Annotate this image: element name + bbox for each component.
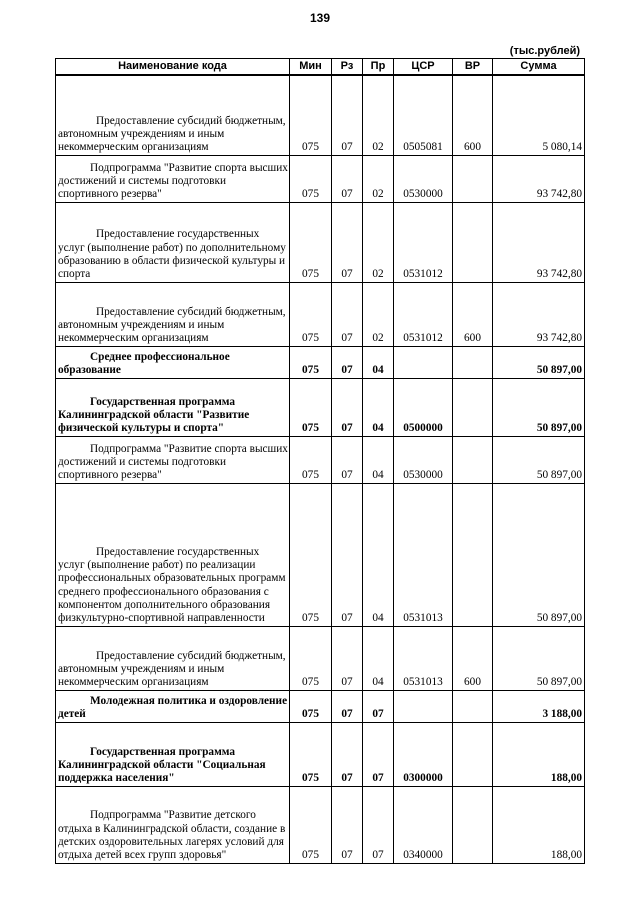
row-min: 075 <box>290 483 332 626</box>
row-rz: 07 <box>332 155 363 202</box>
row-name: Среднее профессиональное образование <box>56 346 290 378</box>
row-vr <box>453 202 493 282</box>
row-pr: 04 <box>363 346 394 378</box>
header-pr: Пр <box>363 59 394 76</box>
header-rz: Рз <box>332 59 363 76</box>
table-row <box>56 722 585 786</box>
row-sum: 188,00 <box>493 786 585 863</box>
row-vr: 600 <box>453 282 493 346</box>
row-min: 075 <box>290 378 332 436</box>
row-sum: 93 742,80 <box>493 282 585 346</box>
row-vr <box>453 346 493 378</box>
row-sum: 3 188,00 <box>493 690 585 722</box>
row-pr: 02 <box>363 155 394 202</box>
table-row <box>56 75 585 155</box>
table-row <box>56 282 585 346</box>
row-rz: 07 <box>332 346 363 378</box>
row-min: 075 <box>290 786 332 863</box>
row-pr: 04 <box>363 626 394 690</box>
row-name: Молодежная политика и оздоровление детей <box>56 690 290 722</box>
row-sum: 50 897,00 <box>493 346 585 378</box>
row-name: Государственная программа Калининградской области "Развитие физической культуры и спорта" <box>56 378 290 436</box>
row-sum: 50 897,00 <box>493 378 585 436</box>
row-sum: 93 742,80 <box>493 155 585 202</box>
row-name: Предоставление субсидий бюджетным, автономным учреждениям и иным некоммерческим организациям <box>56 75 290 155</box>
row-sum: 50 897,00 <box>493 626 585 690</box>
row-sum: 93 742,80 <box>493 202 585 282</box>
row-csr <box>394 690 453 722</box>
row-min: 075 <box>290 75 332 155</box>
row-csr: 0505081 <box>394 75 453 155</box>
row-pr: 07 <box>363 786 394 863</box>
row-rz: 07 <box>332 378 363 436</box>
row-pr: 07 <box>363 722 394 786</box>
table-row <box>56 378 585 436</box>
row-name: Предоставление государственных услуг (выполнение работ) по дополнительному образованию в области физической культуры и спорта <box>56 202 290 282</box>
row-vr <box>453 483 493 626</box>
row-rz: 07 <box>332 282 363 346</box>
row-pr: 02 <box>363 75 394 155</box>
table-row <box>56 436 585 483</box>
row-sum: 50 897,00 <box>493 483 585 626</box>
table-row <box>56 690 585 722</box>
row-pr: 04 <box>363 483 394 626</box>
row-pr: 04 <box>363 436 394 483</box>
row-name: Предоставление государственных услуг (выполнение работ) по реализации профессиональных образовательных программ среднего профессионального образования с компонентом дополнительного образования физкультурно-спортивной направленности <box>56 483 290 626</box>
row-min: 075 <box>290 202 332 282</box>
header-sum: Сумма <box>493 59 585 76</box>
row-sum: 5 080,14 <box>493 75 585 155</box>
table-row <box>56 483 585 626</box>
row-name: Предоставление субсидий бюджетным, автономным учреждениям и иным некоммерческим организациям <box>56 626 290 690</box>
row-rz: 07 <box>332 436 363 483</box>
row-min: 075 <box>290 626 332 690</box>
row-sum: 188,00 <box>493 722 585 786</box>
row-rz: 07 <box>332 626 363 690</box>
row-pr: 07 <box>363 690 394 722</box>
table-row <box>56 346 585 378</box>
row-csr: 0531013 <box>394 483 453 626</box>
row-csr: 0531012 <box>394 202 453 282</box>
table-row <box>56 786 585 863</box>
row-rz: 07 <box>332 722 363 786</box>
row-min: 075 <box>290 346 332 378</box>
row-name: Подпрограмма "Развитие детского отдыха в Калининградской области, создание в детских оздоровительных лагерях условий для отдыха детей всех групп здоровья" <box>56 786 290 863</box>
row-csr: 0531012 <box>394 282 453 346</box>
row-vr <box>453 378 493 436</box>
row-rz: 07 <box>332 202 363 282</box>
header-name: Наименование кода <box>56 59 290 76</box>
row-min: 075 <box>290 722 332 786</box>
row-pr: 02 <box>363 202 394 282</box>
budget-table <box>55 58 585 864</box>
table-row <box>56 155 585 202</box>
row-csr: 0531013 <box>394 626 453 690</box>
row-rz: 07 <box>332 786 363 863</box>
row-sum: 50 897,00 <box>493 436 585 483</box>
row-csr <box>394 346 453 378</box>
row-rz: 07 <box>332 690 363 722</box>
row-vr: 600 <box>453 75 493 155</box>
row-rz: 07 <box>332 75 363 155</box>
row-vr <box>453 786 493 863</box>
table-row <box>56 626 585 690</box>
row-csr: 0340000 <box>394 786 453 863</box>
row-min: 075 <box>290 282 332 346</box>
row-vr <box>453 155 493 202</box>
row-min: 075 <box>290 155 332 202</box>
row-pr: 02 <box>363 282 394 346</box>
header-csr: ЦСР <box>394 59 453 76</box>
row-pr: 04 <box>363 378 394 436</box>
row-name: Государственная программа Калининградской области "Социальная поддержка населения" <box>56 722 290 786</box>
row-csr: 0530000 <box>394 436 453 483</box>
row-csr: 0300000 <box>394 722 453 786</box>
row-min: 075 <box>290 436 332 483</box>
table-header-row <box>56 59 585 76</box>
row-name: Подпрограмма "Развитие спорта высших достижений и системы подготовки спортивного резерва" <box>56 155 290 202</box>
row-vr <box>453 436 493 483</box>
header-vr: ВР <box>453 59 493 76</box>
row-vr: 600 <box>453 626 493 690</box>
row-vr <box>453 722 493 786</box>
units-label: (тыс.рублей) <box>509 45 580 57</box>
header-min: Мин <box>290 59 332 76</box>
page-number: 139 <box>309 11 331 25</box>
table-row <box>56 202 585 282</box>
row-vr <box>453 690 493 722</box>
row-name: Предоставление субсидий бюджетным, автономным учреждениям и иным некоммерческим организациям <box>56 282 290 346</box>
row-min: 075 <box>290 690 332 722</box>
row-csr: 0500000 <box>394 378 453 436</box>
row-csr: 0530000 <box>394 155 453 202</box>
row-rz: 07 <box>332 483 363 626</box>
row-name: Подпрограмма "Развитие спорта высших достижений и системы подготовки спортивного резерва" <box>56 436 290 483</box>
